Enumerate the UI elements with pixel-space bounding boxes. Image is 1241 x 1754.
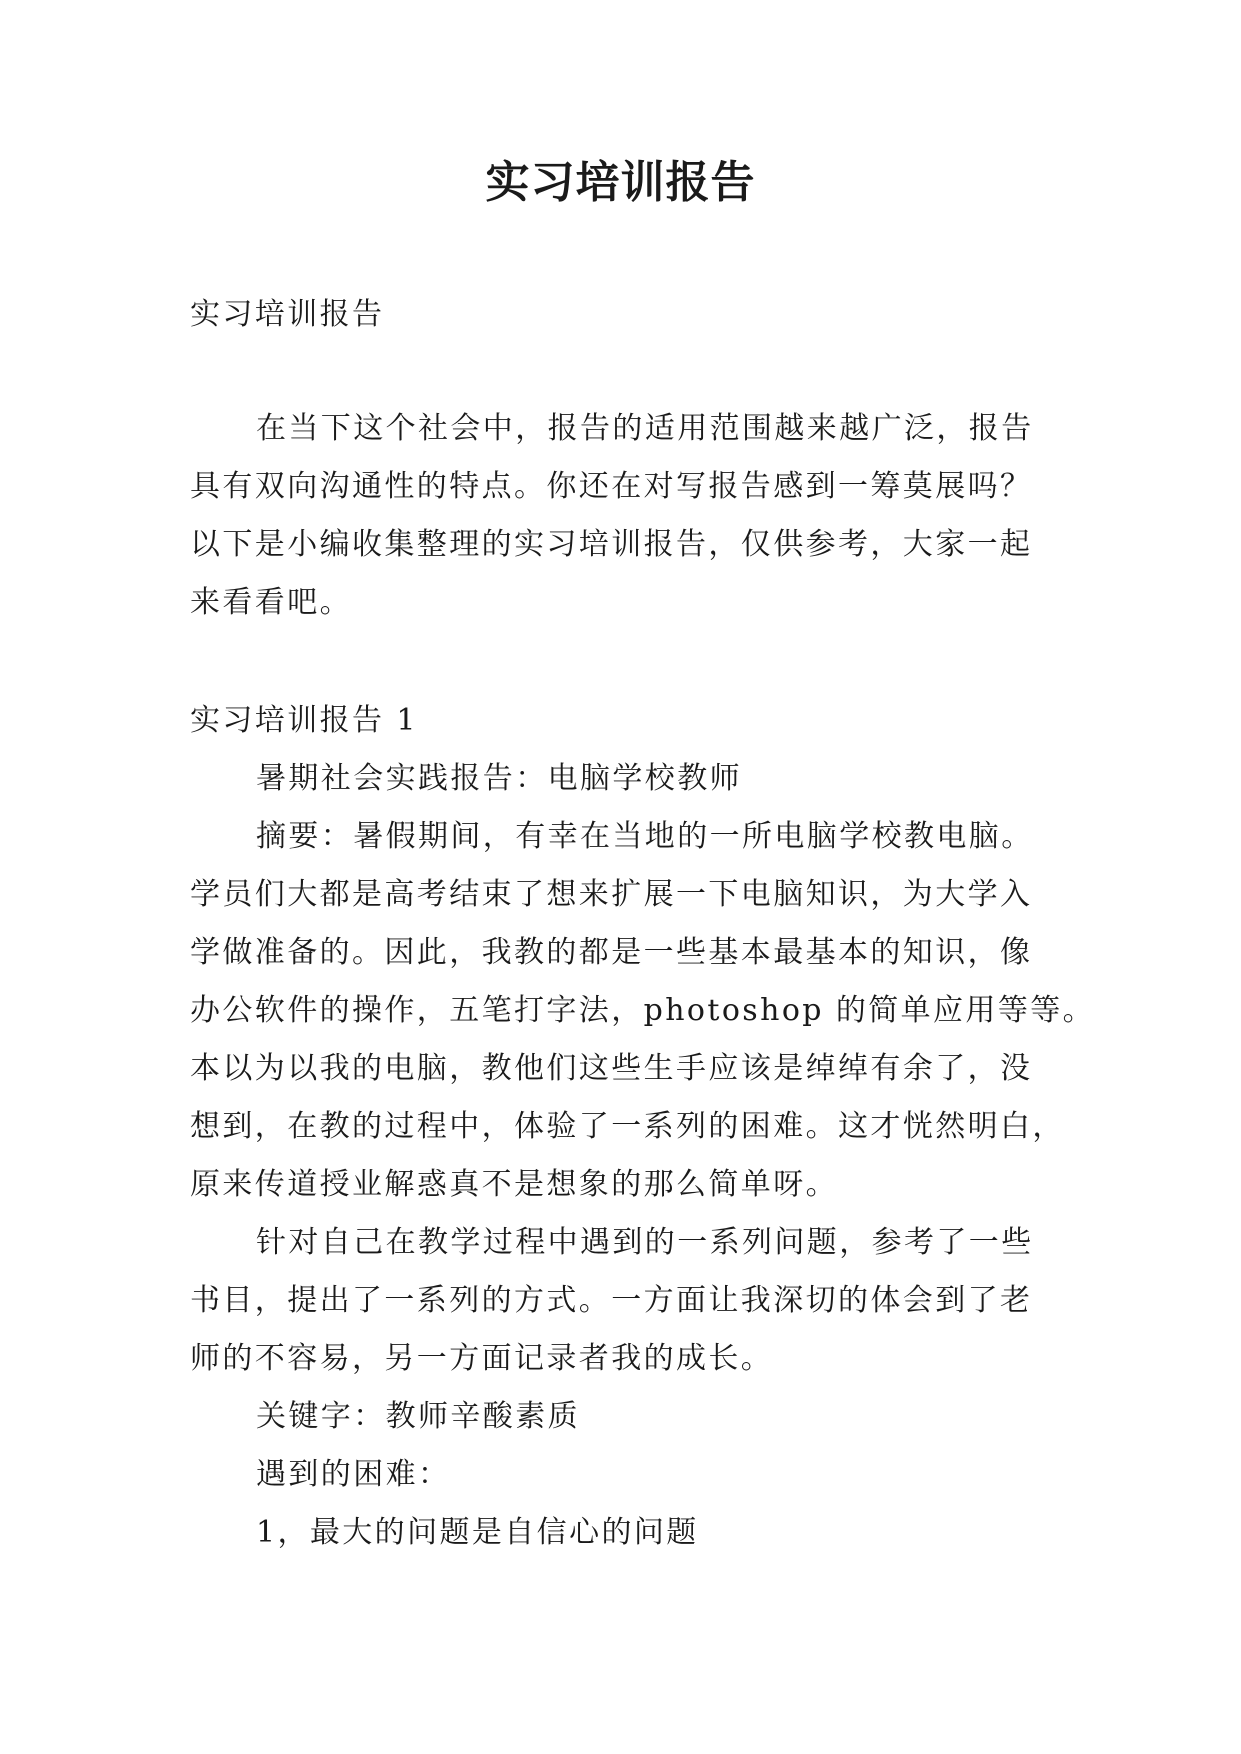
section-heading: 实习培训报告 1 xyxy=(190,703,418,738)
document-title: 实习培训报告 xyxy=(485,157,756,208)
abstract-paragraph xyxy=(190,808,1096,1214)
intro-line: 以下是小编收集整理的实习培训报告，仅供参考，大家一起 xyxy=(190,527,1033,562)
intro-line: 来看看吧。 xyxy=(190,585,352,620)
abstract-line: 摘要：暑假期间，有幸在当地的一所电脑学校教电脑。 xyxy=(256,819,1034,854)
section-1 xyxy=(190,692,1096,1562)
document-body xyxy=(190,286,1096,1562)
reflection-line: 针对自己在教学过程中遇到的一系列问题，参考了一些 xyxy=(256,1225,1034,1260)
keywords-line: 关键字：教师辛酸素质 xyxy=(256,1399,580,1434)
section-subheading: 暑期社会实践报告：电脑学校教师 xyxy=(256,761,742,796)
abstract-line: 学员们大都是高考结束了想来扩展一下电脑知识，为大学入 xyxy=(190,877,1033,912)
intro-line: 在当下这个社会中，报告的适用范围越来越广泛，报告 xyxy=(256,411,1034,446)
intro-line: 具有双向沟通性的特点。你还在对写报告感到一筹莫展吗？ xyxy=(190,469,1033,504)
abstract-line: 本以为以我的电脑，教他们这些生手应该是绰绰有余了，没 xyxy=(190,1051,1033,1086)
intro-paragraph xyxy=(190,400,1052,632)
reflection-line: 师的不容易，另一方面记录者我的成长。 xyxy=(190,1341,774,1376)
abstract-line: 办公软件的操作，五笔打字法，photoshop 的简单应用等等。 xyxy=(190,993,1096,1028)
abstract-line: 想到，在教的过程中，体验了一系列的困难。这才恍然明白， xyxy=(190,1109,1065,1144)
reflection-line: 书目，提出了一系列的方式。一方面让我深切的体会到了老 xyxy=(190,1283,1033,1318)
reflection-paragraph xyxy=(190,1214,1052,1388)
abstract-line: 学做准备的。因此，我教的都是一些基本最基本的知识，像 xyxy=(190,935,1033,970)
difficulty-item: 1，最大的问题是自信心的问题 xyxy=(256,1515,699,1550)
document-subtitle: 实习培训报告 xyxy=(190,297,385,332)
abstract-line: 原来传道授业解惑真不是想象的那么简单呀。 xyxy=(190,1167,838,1202)
difficulties-heading: 遇到的困难： xyxy=(256,1457,451,1492)
